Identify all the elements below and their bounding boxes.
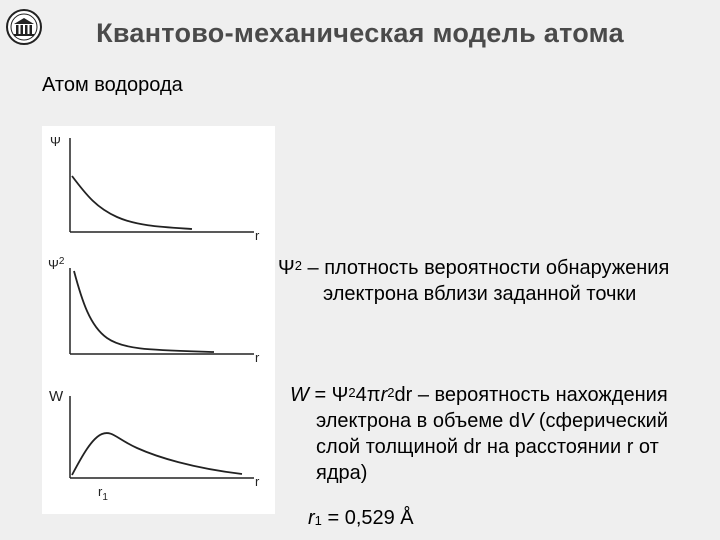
- graph-psi-curve: [72, 176, 192, 229]
- graph-psi-y-label: Ψ: [50, 134, 61, 149]
- graph-w-peak-label: $r_1$: [98, 484, 108, 503]
- graph-psi-x-label: r: [255, 228, 260, 243]
- graph-w-curve: [72, 433, 242, 475]
- psi-squared-line-2: электрона вблизи заданной точки: [323, 283, 637, 305]
- graph-w-y-label: W: [49, 388, 64, 405]
- w-definition-line-2: электрона в объеме dV (сферический: [316, 410, 669, 432]
- w-definition-line-3: слой толщиной dr на расстоянии r от: [316, 436, 659, 458]
- graph-psi: [50, 134, 260, 243]
- w-definition: [290, 382, 715, 486]
- graph-psi2-y-label: $\Psi^2$: [48, 256, 65, 272]
- graph-w: [49, 388, 260, 503]
- subtitle: Атом водорода: [42, 74, 183, 96]
- graph-psi2-curve: [74, 271, 214, 352]
- w-definition-line-1: $W = \Psi^24\pi r^2dr$ – вероятность нахождения: [290, 384, 668, 406]
- graph-w-x-label: r: [255, 474, 260, 489]
- psi-squared-definition: [278, 255, 718, 307]
- graph-psi2: [48, 256, 260, 365]
- psi-squared-line-1: $\Psi^2$ – плотность вероятности обнаружения: [278, 257, 670, 279]
- header: [0, 0, 720, 66]
- w-definition-line-4: ядра): [316, 462, 368, 484]
- graphs-svg: [42, 126, 275, 514]
- r1-value: $r_1 = 0,529$ Å: [308, 507, 414, 529]
- page-title: Квантово-механическая модель атома: [96, 18, 624, 48]
- graph-panel: [42, 126, 275, 514]
- graph-psi2-x-label: r: [255, 350, 260, 365]
